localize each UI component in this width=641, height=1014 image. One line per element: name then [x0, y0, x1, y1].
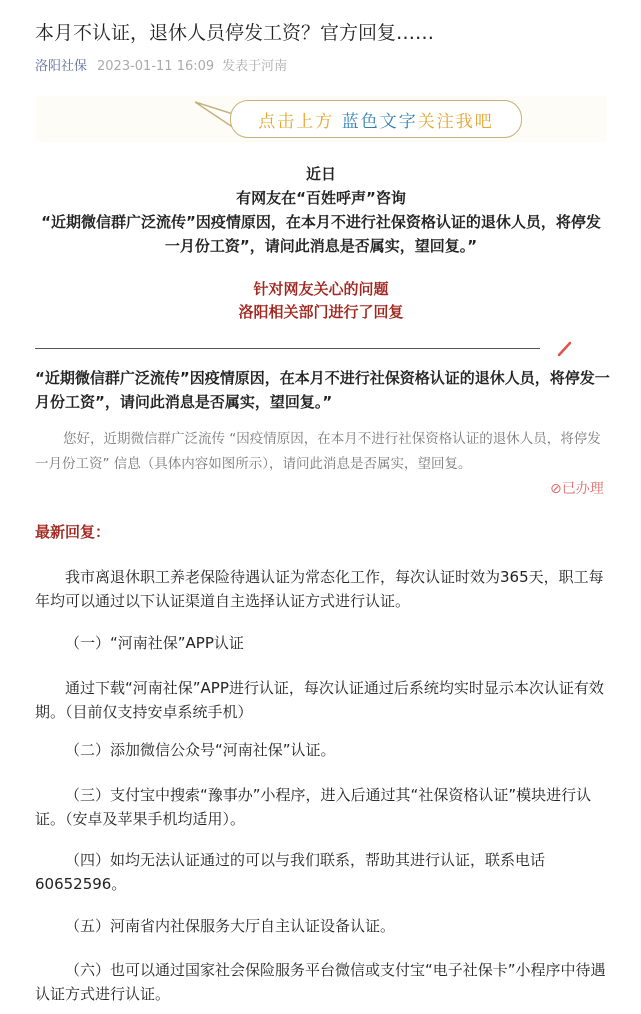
publish-time: 2023-01-11 16:09 — [97, 59, 215, 74]
banner-text-1: 点击上方 — [258, 111, 335, 132]
speech-bubble — [230, 100, 522, 138]
intro-red-1: 针对网友关心的问题 — [253, 280, 389, 298]
reply-paragraph: （五）河南省内社保服务大厅自主认证设备认证。 — [65, 917, 396, 935]
question-detail: 您好，近期微信群广泛流传 “因疫情原因，在本月不进行社保资格认证的退休人员，将停发一月份工资” 信息（具体内容如图所示），请问此消息是否属实，望回复。 — [35, 431, 601, 472]
speech-bubble-tail-icon — [195, 100, 235, 130]
divider — [35, 348, 540, 349]
article-meta — [35, 55, 287, 74]
reply-paragraph: 通过下载“河南社保”APP进行认证，每次认证通过后系统均实时显示本次认证有效期。（目前仅支持安卓系统手机） — [35, 679, 604, 721]
question-title: “近期微信群广泛流传”因疫情原因，在本月不进行社保资格认证的退休人员，将停发一月份工资”，请问此消息是否属实，望回复。” — [35, 369, 610, 411]
reply-paragraph: 我市离退休职工养老保险待遇认证为常态化工作，每次认证时效为365天，职工每年均可以通过以下认证渠道自主选择认证方式进行认证。 — [35, 568, 604, 610]
status-badge — [550, 478, 604, 498]
status-text: 已办理 — [561, 481, 604, 497]
reply-paragraph: （六）也可以通过国家社会保险服务平台微信或支付宝“电子社保卡”小程序中待遇认证方式进行认证。 — [35, 961, 606, 1003]
intro-recent: 近日 — [305, 165, 336, 183]
pencil-icon — [556, 340, 574, 358]
publish-location: 发表于河南 — [222, 59, 288, 74]
reply-heading: 最新回复： — [35, 523, 111, 541]
banner-text-2: 蓝色文字 — [341, 111, 418, 132]
follow-banner — [35, 96, 607, 142]
reply-paragraph: （三）支付宝中搜索“豫事办”小程序，进入后通过其“社保资格认证”模块进行认证。（安卓及苹果手机均适用）。 — [35, 786, 592, 828]
intro-line: 有网友在“百姓呼声”咨询 — [236, 189, 406, 207]
intro-quote: “近期微信群广泛流传”因疫情原因，在本月不进行社保资格认证的退休人员，将停发一月份工资”，请问此消息是否属实，望回复。” — [41, 213, 601, 255]
intro-red-2: 洛阳相关部门进行了回复 — [238, 303, 404, 321]
banner-text-3: 关注我吧 — [417, 111, 494, 132]
check-circle-icon: ⊘ — [550, 481, 562, 497]
reply-paragraph: （二）添加微信公众号“河南社保”认证。 — [65, 741, 336, 759]
source-link[interactable]: 洛阳社保 — [35, 59, 88, 74]
reply-paragraph: （一）“河南社保”APP认证 — [65, 634, 244, 652]
reply-paragraph: （四）如均无法认证通过的可以与我们联系，帮助其进行认证，联系电话60652596。 — [35, 851, 546, 893]
article-title: 本月不认证，退休人员停发工资？官方回复…… — [35, 22, 435, 44]
